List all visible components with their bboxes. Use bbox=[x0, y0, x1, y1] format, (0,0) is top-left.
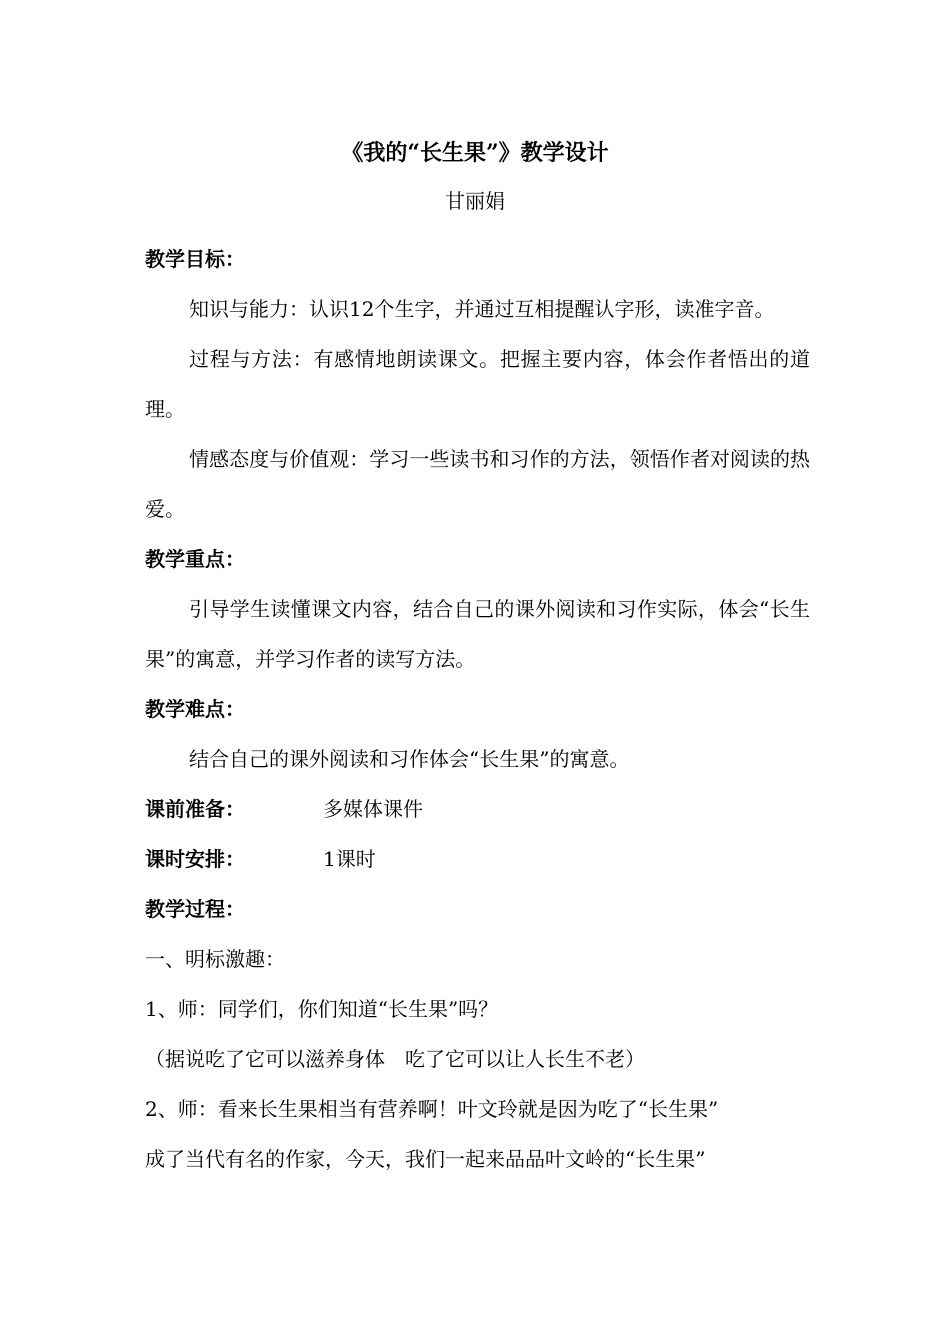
section-heading-process: 教学过程： bbox=[145, 897, 245, 921]
process-step-1: 一、明标激趣： bbox=[145, 947, 285, 971]
difficulty-paragraph: 结合自己的课外阅读和习作体会“长生果”的寓意。 bbox=[189, 747, 630, 771]
document-body bbox=[145, 234, 810, 1184]
process-item-2-line-2: 成了当代有名的作家，今天，我们一起来品品叶文岭的“长生果” bbox=[145, 1147, 706, 1171]
keypoint-paragraph: 引导学生读懂课文内容，结合自己的课外阅读和习作实际，体会“长生果”的寓意，并学习作者的读写方法。 bbox=[145, 597, 810, 671]
schedule-row bbox=[145, 834, 810, 884]
process-item-1: 1、师：同学们，你们知道“长生果”吗？ bbox=[145, 997, 499, 1021]
document-title: 《我的“长生果”》教学设计 bbox=[341, 140, 609, 166]
section-heading-objectives: 教学目标： bbox=[145, 247, 245, 271]
objective-knowledge: 知识与能力：认识12个生字，并通过互相提醒认字形，读准字音。 bbox=[189, 297, 775, 321]
process-item-1-note: （据说吃了它可以滋养身体 吃了它可以让人长生不老） bbox=[145, 1047, 645, 1071]
schedule-label: 课时安排： bbox=[145, 847, 245, 871]
objective-attitude: 情感态度与价值观：学习一些读书和习作的方法，领悟作者对阅读的热爱。 bbox=[145, 447, 810, 521]
preparation-label: 课前准备： bbox=[145, 797, 245, 821]
schedule-value: 1课时 bbox=[323, 847, 376, 871]
section-heading-keypoints: 教学重点： bbox=[145, 547, 245, 571]
section-heading-difficulties: 教学难点： bbox=[145, 697, 245, 721]
author-name: 甘丽娟 bbox=[445, 189, 505, 213]
process-item-2-line-1: 2、师：看来长生果相当有营养啊！叶文玲就是因为吃了“长生果” bbox=[145, 1097, 719, 1121]
preparation-row bbox=[145, 784, 810, 834]
preparation-value: 多媒体课件 bbox=[323, 797, 423, 821]
objective-process: 过程与方法：有感情地朗读课文。把握主要内容，体会作者悟出的道理。 bbox=[145, 347, 810, 421]
